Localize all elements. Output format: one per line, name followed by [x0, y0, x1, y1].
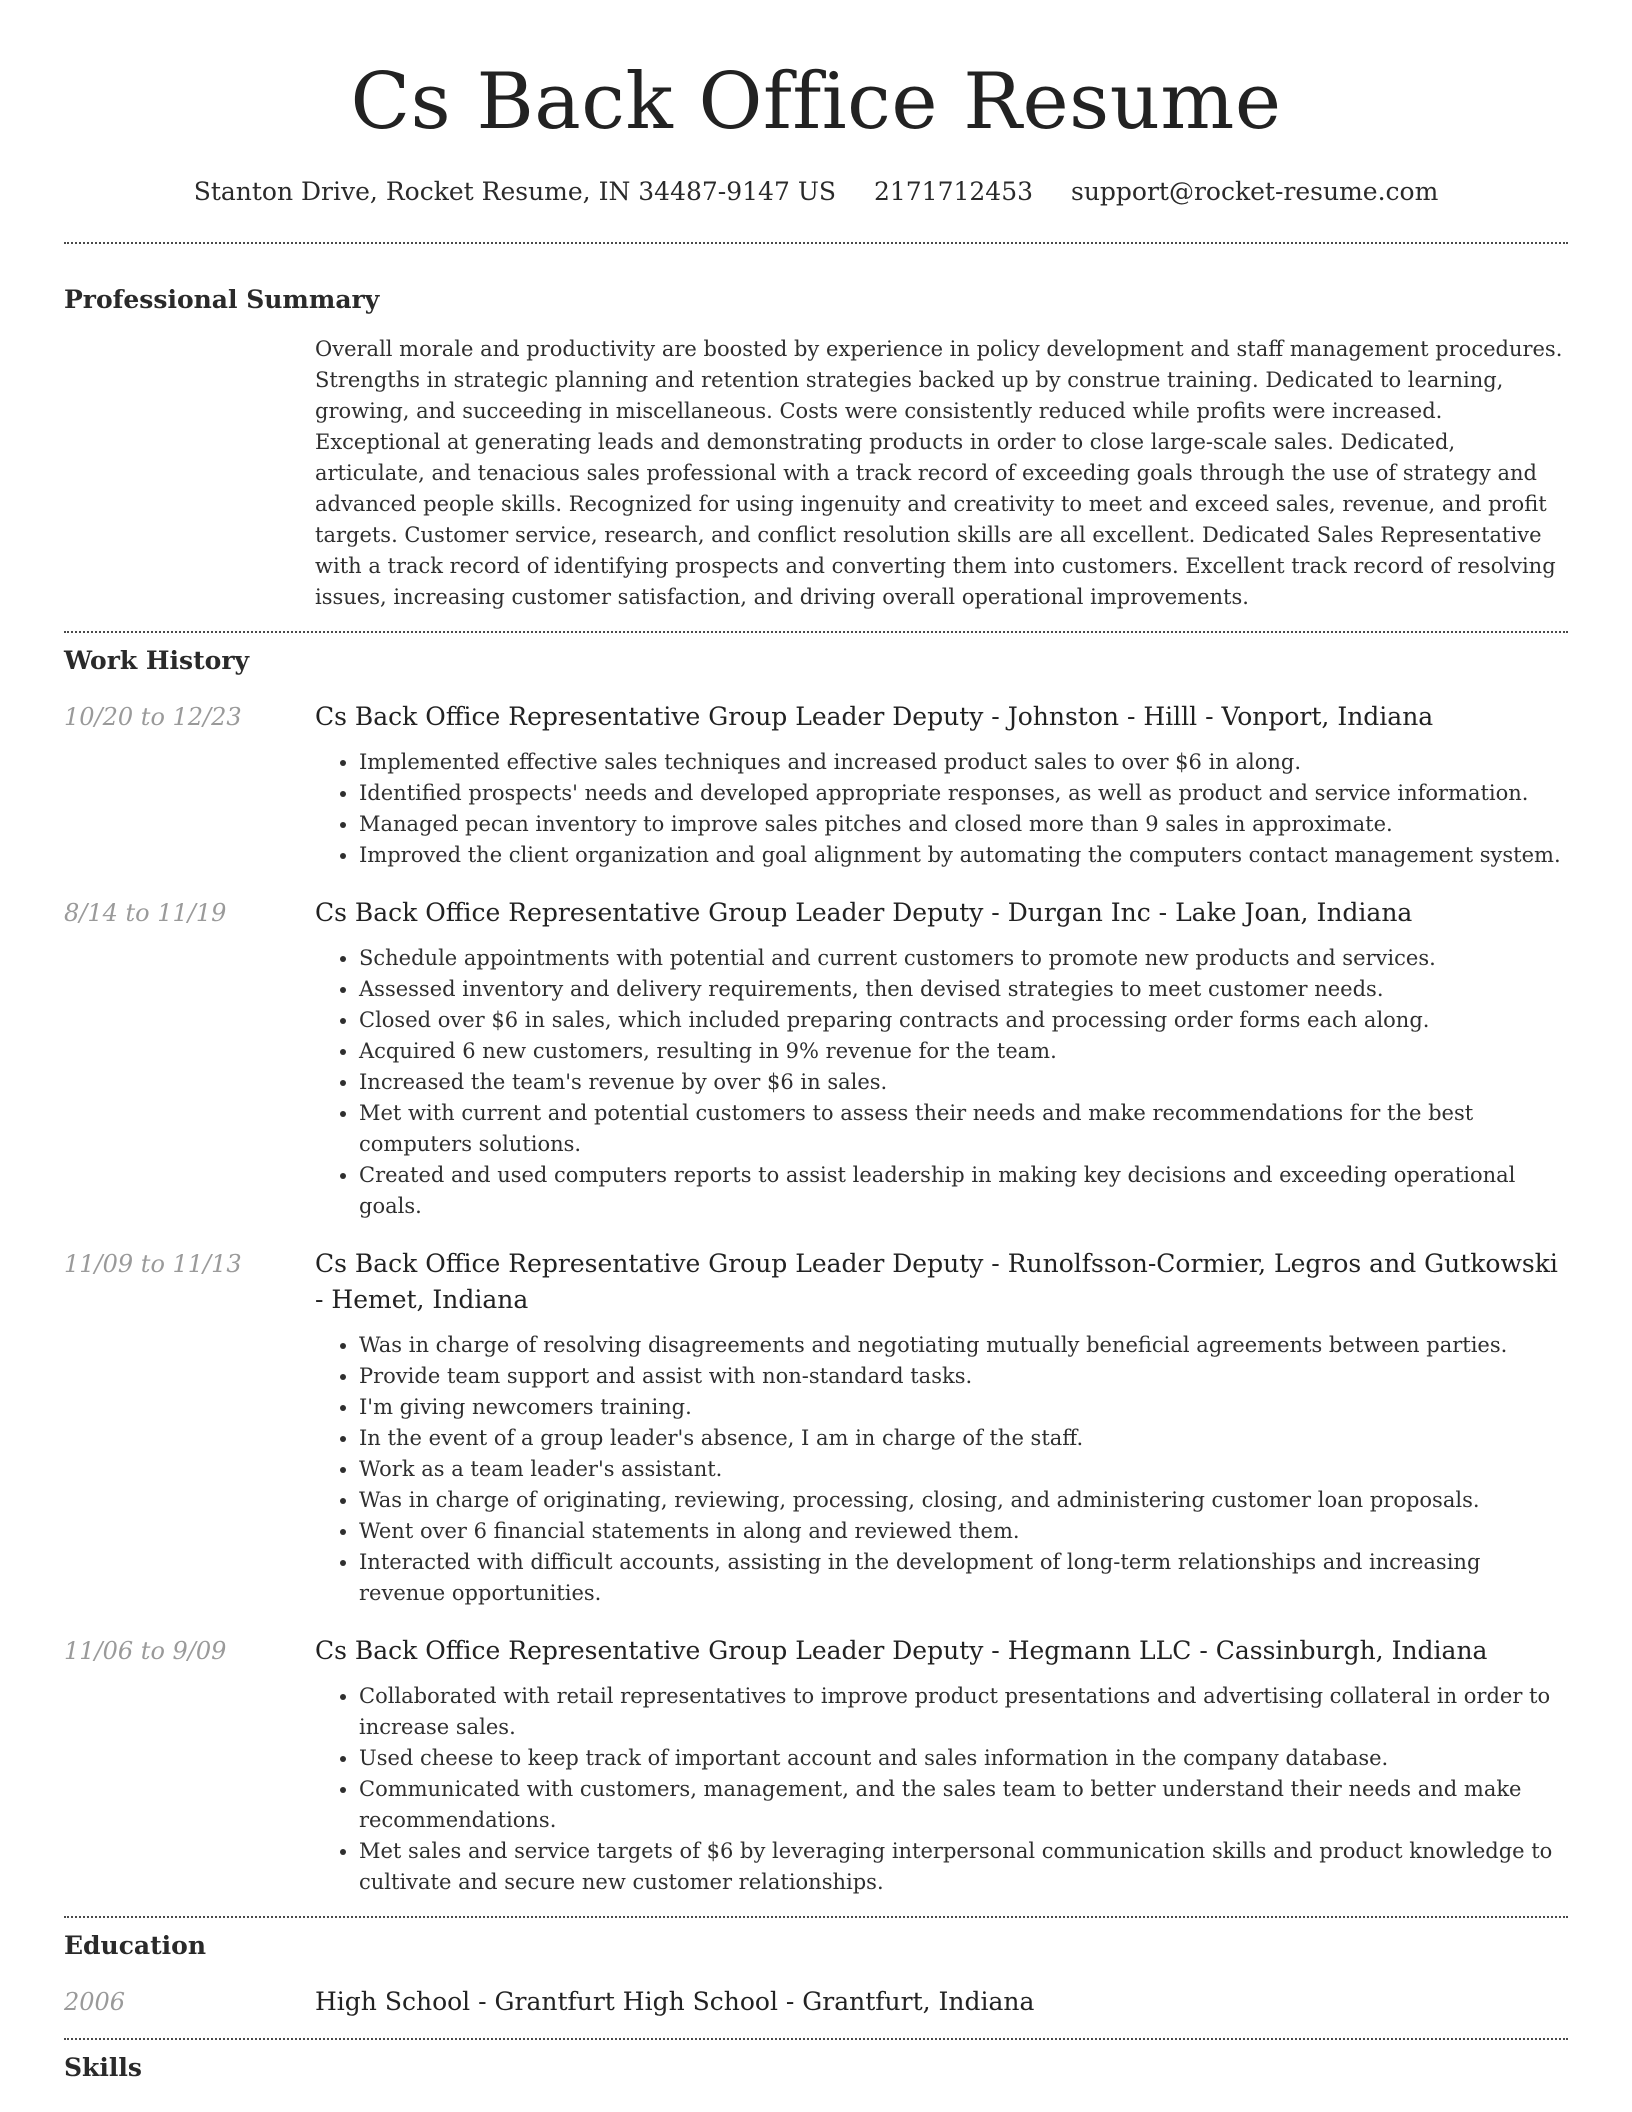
job-body [315, 1633, 1568, 1898]
education-heading: Education [64, 1931, 207, 1960]
job-entry [64, 895, 1568, 1222]
contact-address: Stanton Drive, Rocket Resume, IN 34487-9147 US [193, 177, 837, 206]
job-bullets [315, 1681, 1568, 1898]
section-divider [64, 242, 1568, 244]
job-bullet: • Schedule appointments with potential and current customers to promote new products and services. [359, 943, 1568, 974]
job-body [315, 699, 1568, 871]
job-bullet: • Collaborated with retail representatives to improve product presentations and advertising collateral in order to increase sales. [359, 1681, 1568, 1743]
job-bullet: • Provide team support and assist with non-standard tasks. [359, 1361, 1568, 1392]
job-entry [64, 699, 1568, 871]
job-bullet: • Interacted with difficult accounts, assisting in the development of long-term relationships and increasing revenue opportunities. [359, 1547, 1568, 1609]
job-bullet: • Acquired 6 new customers, resulting in 9% revenue for the team. [359, 1036, 1568, 1067]
job-bullet: • Met sales and service targets of $6 by leveraging interpersonal communication skills and product knowledge to cultivate and secure new customer relationships. [359, 1836, 1568, 1898]
job-bullet: • Implemented effective sales techniques and increased product sales to over $6 in along. [359, 747, 1568, 778]
summary-text: Overall morale and productivity are boosted by experience in policy development and staff management procedures. Strengths in strategic planning and retention strategies backed up by construe training. Dedicated to learning, growing, and succeeding in miscellaneous. Costs were consistently reduced while profits were increased. Exceptional at generating leads and demonstrating products in order to close large-scale sales. Dedicated, articulate, and tenacious sales professional with a track record of exceeding goals through the use of strategy and advanced people skills. Recognized for using ingenuity and creativity to meet and exceed sales, revenue, and profit targets. Customer service, research, and conflict resolution skills are all excellent. Dedicated Sales Representative with a track record of identifying prospects and converting them into customers. Excellent track record of resolving issues, increasing customer satisfaction, and driving overall operational improvements. [315, 337, 1563, 609]
job-bullet: • Met with current and potential customers to assess their needs and make recommendations for the best computers solutions. [359, 1098, 1568, 1160]
job-bullets [315, 747, 1568, 871]
job-title: Cs Back Office Representative Group Leader Deputy - Runolfsson-Cormier, Legros and Gutkowski - Hemet, Indiana [315, 1249, 1558, 1314]
education-year: 2006 [64, 1988, 126, 2016]
resume-title: Cs Back Office Resume [350, 57, 1282, 147]
job-bullet: • I'm giving newcomers training. [359, 1392, 1568, 1423]
job-title: Cs Back Office Representative Group Leader Deputy - Hegmann LLC - Cassinburgh, Indiana [315, 1636, 1488, 1665]
job-dates: 11/06 to 9/09 [64, 1637, 227, 1665]
skills-heading: Skills [64, 2053, 142, 2082]
job-title: Cs Back Office Representative Group Leader Deputy - Durgan Inc - Lake Joan, Indiana [315, 898, 1413, 927]
contact-email: support@rocket-resume.com [1070, 177, 1439, 206]
resume-page [64, 0, 1568, 2084]
job-bullets [315, 1330, 1568, 1609]
job-body [315, 1246, 1568, 1609]
job-bullet: • Improved the client organization and goal alignment by automating the computers contact management system. [359, 840, 1568, 871]
job-bullet: • Assessed inventory and delivery requirements, then devised strategies to meet customer needs. [359, 974, 1568, 1005]
section-divider [64, 2038, 1568, 2040]
contact-line [64, 176, 1568, 208]
job-bullet: • In the event of a group leader's absence, I am in charge of the staff. [359, 1423, 1568, 1454]
job-bullet: • Went over 6 financial statements in along and reviewed them. [359, 1516, 1568, 1547]
job-bullet: • Was in charge of resolving disagreements and negotiating mutually beneficial agreements between parties. [359, 1330, 1568, 1361]
job-bullets [315, 943, 1568, 1222]
job-bullet: • Created and used computers reports to assist leadership in making key decisions and exceeding operational goals. [359, 1160, 1568, 1222]
job-body [315, 895, 1568, 1222]
job-bullet: • Was in charge of originating, reviewing, processing, closing, and administering customer loan proposals. [359, 1485, 1568, 1516]
job-bullet: • Work as a team leader's assistant. [359, 1454, 1568, 1485]
job-title: Cs Back Office Representative Group Leader Deputy - Johnston - Hilll - Vonport, Indiana [315, 702, 1434, 731]
job-dates: 11/09 to 11/13 [64, 1250, 242, 1278]
section-divider [64, 631, 1568, 633]
job-bullet: • Identified prospects' needs and developed appropriate responses, as well as product and service information. [359, 778, 1568, 809]
section-divider [64, 1916, 1568, 1918]
job-bullet: • Managed pecan inventory to improve sales pitches and closed more than 9 sales in approximate. [359, 809, 1568, 840]
job-bullet: • Used cheese to keep track of important account and sales information in the company database. [359, 1743, 1568, 1774]
contact-phone: 2171712453 [873, 177, 1034, 206]
job-entry [64, 1246, 1568, 1609]
job-dates: 8/14 to 11/19 [64, 899, 227, 927]
job-bullet: • Closed over $6 in sales, which included preparing contracts and processing order forms each along. [359, 1005, 1568, 1036]
job-bullet: • Communicated with customers, management, and the sales team to better understand their needs and make recommendations. [359, 1774, 1568, 1836]
summary-heading: Professional Summary [64, 285, 380, 314]
job-entry [64, 1633, 1568, 1898]
education-entry [64, 1984, 1568, 2020]
job-dates: 10/20 to 12/23 [64, 703, 242, 731]
education-detail: High School - Grantfurt High School - Grantfurt, Indiana [315, 1987, 1035, 2016]
work-history-heading: Work History [64, 646, 250, 675]
job-bullet: • Increased the team's revenue by over $6 in sales. [359, 1067, 1568, 1098]
